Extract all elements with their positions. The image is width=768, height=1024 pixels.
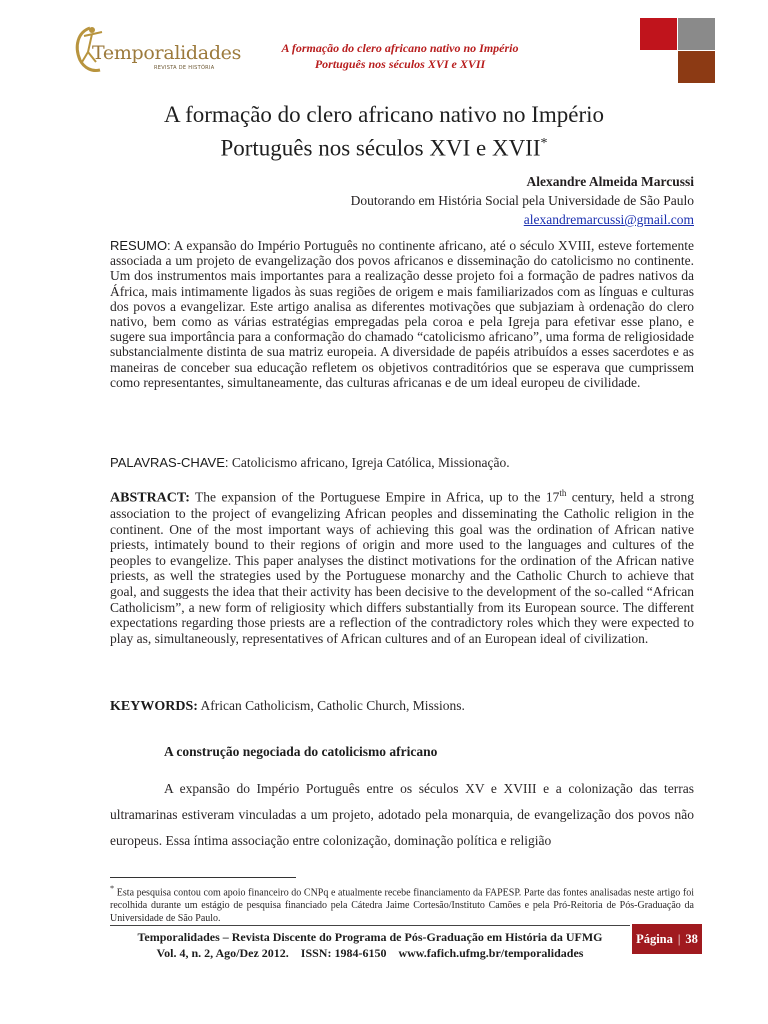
author-name: Alexandre Almeida Marcussi bbox=[526, 174, 694, 189]
footer-issue-info: Vol. 4, n. 2, Ago/Dez 2012. ISSN: 1984-6150 www.fafich.ufmg.br/temporalidades bbox=[156, 946, 584, 960]
logo-text: Temporalidades bbox=[92, 42, 242, 64]
footnote-number: * bbox=[110, 884, 115, 893]
page-number: 38 bbox=[685, 931, 698, 946]
resumo-paragraph bbox=[110, 238, 694, 390]
palavras-chave-paragraph bbox=[110, 455, 694, 470]
logo-subtitle: REVISTA DE HISTÓRIA bbox=[154, 65, 215, 71]
section-heading: A construção negociada do catolicismo africano bbox=[164, 744, 438, 759]
author-block bbox=[351, 172, 694, 229]
footer-journal-name: Temporalidades – Revista Discente do Programa de Pós-Graduação em História da UFMG bbox=[137, 930, 603, 944]
journal-footer bbox=[110, 929, 630, 961]
abstract-superscript: th bbox=[559, 488, 567, 498]
footnote bbox=[110, 882, 694, 925]
running-title-line-2: Português nos séculos XVI e XVII bbox=[314, 57, 486, 71]
keywords-label: KEYWORDS: bbox=[110, 699, 198, 714]
title-line-2-text: Português nos séculos XVI e XVII bbox=[220, 135, 541, 161]
footnote-text: Esta pesquisa contou com apoio financeiro do CNPq e atualmente recebe financiamento da FAPESP. Parte das fontes analisadas neste artigo foi recolhida durante um estágio de pesquisa financiado pela Cátedra Jaime Cortesão/Instituto Camões e pela Pró-Reitoria de Pós-Graduação da Universidade de São Paulo. bbox=[110, 887, 694, 925]
title-line-1: A formação do clero africano nativo no Império bbox=[163, 102, 605, 127]
palavras-chave-text: Catolicismo africano, Igreja Católica, Missionação. bbox=[228, 455, 510, 470]
running-title bbox=[235, 40, 565, 72]
abstract-text-start: The expansion of the Portuguese Empire in Africa, up to the 17 bbox=[189, 489, 560, 505]
article-title bbox=[60, 100, 708, 163]
author-affiliation: Doutorando em História Social pela Universidade de São Paulo bbox=[350, 193, 694, 208]
footnote-marker[interactable]: * bbox=[540, 136, 548, 151]
resumo-text: A expansão do Império Português no continente africano, até o século XVIII, esteve fortemente associada a um projeto de evangelização dos povos africanos e disseminação do catolicismo no continente. Um dos instrumentos mais importantes para a realização desse projeto foi a formação de padres nativos da África, mais intimamente ligados às suas regiões de origem e mais familiarizados com as línguas e culturas dos povos a evangelizar. Este artigo analisa as diferentes motivações que subjaziam à ordenação do clero nativo, bem como as várias estratégias empregadas pela coroa e pela Igreja para efetivar esse plano, e sugere sua importância para a conformação do chamado “catolicismo africano”, uma forma de religiosidade substancialmente distinta de sua matriz europeia. A diversidade de papéis atribuídos a esses sacerdotes e as maneiras de conceber sua educação refletem os objetivos contraditórios que se esperava que cumprissem como representantes, simultaneamente, das culturas africanas e de um ideal europeu de civilidade. bbox=[110, 238, 694, 390]
author-email-link[interactable]: alexandremarcussi@gmail.com bbox=[523, 212, 694, 227]
footer-divider bbox=[110, 925, 630, 926]
palavras-chave-label: PALAVRAS-CHAVE: bbox=[110, 455, 229, 470]
keywords-text: African Catholicism, Catholic Church, Missions. bbox=[197, 698, 465, 713]
page-label: Página bbox=[636, 931, 673, 946]
decor-square-brown bbox=[678, 51, 715, 83]
journal-logo bbox=[70, 22, 242, 76]
page-separator: | bbox=[677, 931, 681, 946]
abstract-text-rest: century, held a strong association to the project of evangelizing African peoples and disseminating the Catholic religion in the continent. One of the most important ways of achieving this goal was the ordination of African native priests, intimately bound to their regions of origin and more used to the languages and cultures of the peoples to evangelize. This paper analyses the distinct motivations for the ordination of the African native priests, as well the strategies used by the Portuguese monarchy and the Catholic Church to achieve that goal, and suggests the idea that their activity has been decisive to the development of the so-called “African Catholicism”, a new form of religiosity which differs substantially from its European source. The different expectations regarding those priests are a reflection of the contradictory roles which they were expected to play as, simultaneously, representatives of African cultures and of an European ideal of civilization. bbox=[110, 489, 694, 646]
decor-square-gray bbox=[678, 18, 715, 50]
running-title-line-1: A formação do clero africano nativo no Império bbox=[281, 41, 519, 55]
decor-square-red bbox=[640, 18, 677, 50]
keywords-paragraph bbox=[110, 698, 694, 714]
resumo-label: RESUMO: bbox=[110, 238, 171, 253]
abstract-paragraph bbox=[110, 486, 694, 646]
body-paragraph: A expansão do Império Português entre os séculos XV e XVIII e a colonização das terras ultramarinas estiveram vinculadas a um projeto, adotado pela monarquia, de evangelização dos povos não europeus. Essa íntima associação entre colonização, dominação política e religião bbox=[110, 781, 694, 848]
abstract-label: ABSTRACT: bbox=[110, 490, 190, 506]
footnote-divider bbox=[110, 877, 296, 878]
page-number-box bbox=[632, 924, 702, 954]
title-line-2 bbox=[60, 129, 708, 163]
